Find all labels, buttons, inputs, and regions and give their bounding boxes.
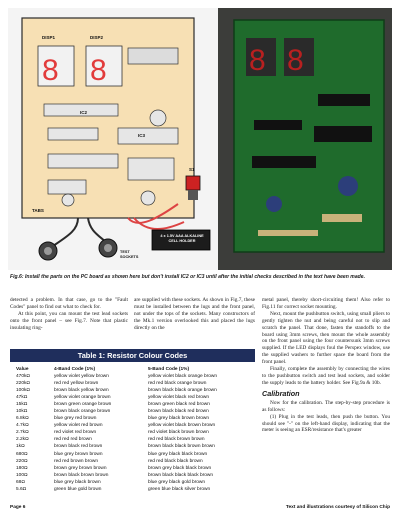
- table-cell: 47kΩ: [16, 395, 28, 401]
- column-header: Value: [16, 367, 29, 372]
- table-cell: 100Ω: [16, 472, 28, 478]
- table-cell: blue grey black brown: [54, 479, 101, 485]
- paragraph: Now for the calibration. The step-by-step procedure is as follows:: [262, 399, 390, 413]
- table-cell: brown black black brown brown: [148, 444, 215, 450]
- table-row: [16, 465, 217, 472]
- calibration-heading: Calibration: [262, 388, 300, 398]
- table-cell: yellow violet black brown brown: [148, 423, 216, 429]
- figure-caption: Fig.6: Install the parts on the PC board as shown here but don't install IC2 or IC3 until after the initial checks described in the text have been made.: [10, 274, 366, 280]
- paragraph: are supplied with these sockets. As shown in Fig.7, these must be installed between the lugs and the front panel, not under the tops of the sockets. Many constructors of the Mk.1 version overlooked this and placed the lugs directly on the: [134, 297, 255, 331]
- table-cell: 10kΩ: [16, 409, 28, 415]
- table-cell: brown grey brown brown: [54, 465, 107, 471]
- table-cell: red red brown brown: [54, 458, 98, 464]
- table-cell: 2.2kΩ: [16, 437, 29, 443]
- column-header: 4-Band Code (1%): [54, 367, 96, 372]
- table-cell: red red black black brown: [148, 458, 203, 464]
- label-battery-holder: 4 x 1.5V AAA ALKALINE CELL HOLDER: [160, 234, 204, 243]
- table-row: [16, 387, 217, 394]
- figure-6: [8, 8, 392, 270]
- table-cell: red red yellow brown: [54, 381, 99, 387]
- table-cell: 220Ω: [16, 458, 28, 464]
- resistor-colour-code-table: [10, 349, 255, 499]
- table-cell: 100kΩ: [16, 388, 30, 394]
- table-body: [16, 373, 217, 493]
- table-cell: blue grey black brown brown: [148, 416, 210, 422]
- body-column-middle: [134, 297, 255, 332]
- assembled-board-photo: [218, 8, 392, 270]
- body-column-left: [10, 297, 128, 332]
- table-cell: yellow violet black red brown: [148, 395, 210, 401]
- table-row: [16, 422, 217, 429]
- table-cell: yellow violet red brown: [54, 423, 103, 429]
- table-cell: 68Ω: [16, 479, 25, 485]
- table-row: [16, 408, 217, 415]
- table-cell: 2.7kΩ: [16, 430, 29, 436]
- table-cell: green blue black silver brown: [148, 486, 211, 492]
- pcb-overlay-drawing: [8, 8, 218, 270]
- table-cell: yellow violet black orange brown: [148, 374, 218, 379]
- paragraph: detected a problem. In that case, go to the "Fault Codes" panel to find out what to check for.: [10, 297, 128, 310]
- label-ic2: IC2: [80, 110, 88, 115]
- svg-text:8: 8: [287, 44, 304, 77]
- table-row: [16, 479, 217, 486]
- label-ic3: IC3: [138, 133, 146, 138]
- table-cell: blue grey black black brown: [148, 451, 208, 457]
- label-disp2: DISP2: [90, 35, 104, 40]
- table-row: [16, 486, 217, 493]
- table-title: Table 1: Resistor Colour Codes: [10, 349, 255, 362]
- svg-text:8: 8: [42, 54, 59, 87]
- table-cell: brown green orange brown: [54, 402, 112, 408]
- table-row: [16, 373, 217, 380]
- table-cell: blue grey brown brown: [54, 451, 103, 457]
- table-cell: yellow violet orange brown: [54, 395, 111, 401]
- table-row: [16, 436, 217, 443]
- table-cell: red red red brown: [54, 437, 92, 443]
- table-cell: 180Ω: [16, 465, 28, 471]
- table-cell: red red black brown brown: [148, 437, 205, 443]
- page-number: Page 6: [10, 505, 26, 510]
- table-cell: brown black black black brown: [148, 472, 214, 478]
- table-row: [16, 415, 217, 422]
- table-row: [16, 458, 217, 465]
- table-row: [16, 401, 217, 408]
- label-tabs: TABS: [32, 208, 44, 213]
- table-cell: 6.8kΩ: [16, 416, 29, 422]
- table-grid: [16, 367, 217, 493]
- paragraph: Finally, complete the assembly by connecting the wires to the pushbutton switch and test lead sockets, and solder the supply leads to the battery holder. See Fig.9a & 10b.: [262, 366, 390, 386]
- table-cell: 220kΩ: [16, 381, 30, 387]
- label-disp1: DISP1: [42, 35, 56, 40]
- table-cell: brown black red brown: [54, 444, 103, 450]
- table-cell: brown black brown brown: [54, 472, 109, 478]
- paragraph: At this point, you can mount the test lead sockets onto the front panel – see Fig.7. Note that plastic insulating ring-: [10, 310, 128, 331]
- table-cell: red violet red brown: [54, 430, 97, 436]
- table-row: [16, 472, 217, 479]
- paragraph: metal panel, thereby short-circuiting them! Also refer to Fig.11 for correct socket mounting.: [262, 297, 390, 310]
- table-row: [16, 451, 217, 458]
- svg-text:8: 8: [90, 54, 107, 87]
- footer-credit: Text and illustrations courtesy of Silicon Chip: [285, 505, 390, 510]
- label-test-sockets: TEST SOCKETS: [120, 250, 139, 259]
- table-cell: 1kΩ: [16, 444, 25, 450]
- paragraph: (1) Plug in the test leads, then push the button. You should see "-" on the left-hand display, indicating that the meter is seeing an ESR/resistance that's greater: [262, 413, 390, 434]
- body-column-right: [262, 297, 390, 434]
- table-cell: brown black black orange brown: [148, 388, 217, 394]
- table-row: [16, 380, 217, 387]
- table-cell: red violet black brown brown: [148, 430, 209, 436]
- svg-text:8: 8: [249, 44, 266, 77]
- table-cell: blue grey red brown: [54, 416, 97, 422]
- table-row: [16, 429, 217, 436]
- table-cell: red red black orange brown: [148, 381, 207, 387]
- table-cell: brown black yellow brown: [54, 388, 109, 394]
- table-row: [16, 394, 217, 401]
- table-row: [16, 443, 217, 450]
- board-photo-illustration: [218, 8, 392, 270]
- table-cell: brown black orange brown: [54, 409, 111, 415]
- column-header: 5-Band Code (1%): [148, 367, 190, 372]
- paragraph: Next, mount the pushbutton switch, using small pliers to gently tighten the nut and being careful not to slip and scratch the panel. That done, fasten the standoffs to the board using 3mm screws, then mount the whole assembly on the front panel using the four countersunk 3mm screws supplied. If the LED displays foul the Perspex window, use the supplied washers to further space the board from the front panel.: [262, 310, 390, 366]
- table-cell: yellow violet yellow brown: [54, 374, 109, 379]
- table-cell: 5.6Ω: [16, 486, 27, 492]
- table-cell: brown grey black black brown: [148, 465, 212, 471]
- table-cell: 4.7kΩ: [16, 423, 29, 429]
- pcb-overlay-diagram: [8, 8, 218, 270]
- table-cell: blue grey black gold brown: [148, 479, 206, 485]
- table-cell: 470kΩ: [16, 374, 30, 379]
- label-s1: S1: [189, 167, 195, 172]
- table-cell: 15kΩ: [16, 402, 28, 408]
- table-cell: brown green black red brown: [148, 402, 210, 408]
- table-cell: 680Ω: [16, 451, 28, 457]
- table-cell: green blue gold brown: [54, 486, 102, 492]
- table-cell: brown black black red brown: [148, 409, 209, 415]
